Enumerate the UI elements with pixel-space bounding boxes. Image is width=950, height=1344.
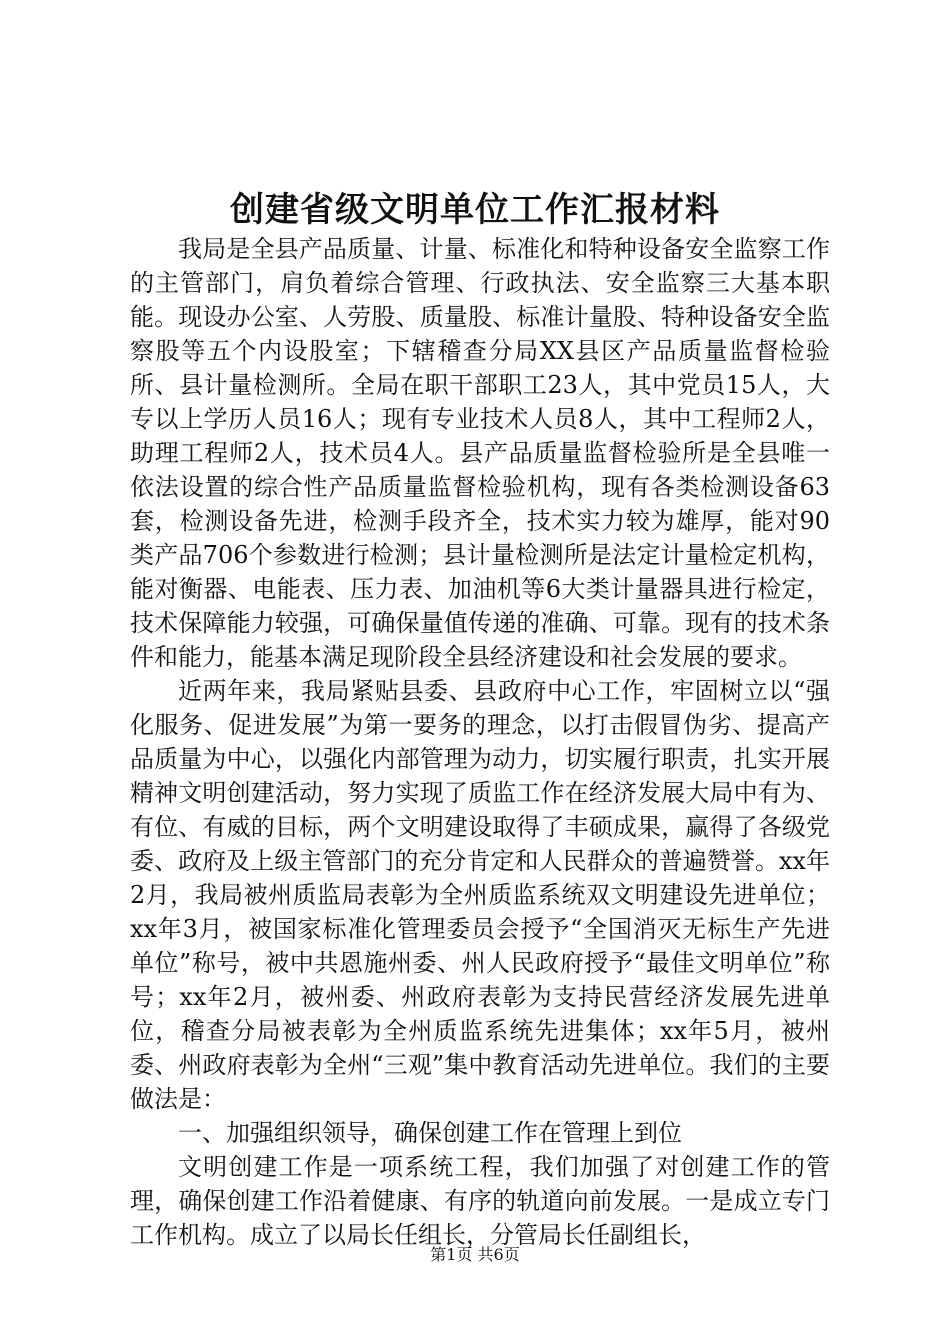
paragraph-intro: 我局是全县产品质量、计量、标准化和特种设备安全监察工作的主管部门，肩负着综合管理、行政执法、安全监察三大基本职能。现设办公室、人劳股、质量股、标准计量股、特种设备安全监察股等五个内设股室；下辖稽查分局XX县区产品质量监督检验所、县计量检测所。全局在职干部职工23人，其中党员15人，大专以上学历人员16人；现有专业技术人员8人，其中工程师2人，助理工程师2人，技术员4人。县产品质量监督检验所是全县唯一依法设置的综合性产品质量监督检验机构，现有各类检测设备63套，检测设备先进，检测手段齐全，技术实力较为雄厚，能对90类产品706个参数进行检测；县计量检测所是法定计量检定机构，能对衡器、电能表、压力表、加油机等6大类计量器具进行检定，技术保障能力较强，可确保量值传递的准确、可靠。现有的技术条件和能力，能基本满足现阶段全县经济建设和社会发展的要求。: [130, 235, 830, 671]
section-heading-1: 一、加强组织领导，确保创建工作在管理上到位: [178, 1119, 682, 1147]
page-number-footer: 第1页 共6页: [430, 1245, 520, 1264]
paragraph-achievements: 近两年来，我局紧贴县委、县政府中心工作，牢固树立以“强化服务、促进发展”为第一要务的理念，以打击假冒伪劣、提高产品质量为中心，以强化内部管理为动力，切实履行职责，扎实开展精神文明创建活动，努力实现了质监工作在经济发展大局中有为、有位、有威的目标，两个文明建设取得了丰硕成果，赢得了各级党委、政府及上级主管部门的充分肯定和人民群众的普遍赞誉。xx年2月，我局被州质监局表彰为全州质监系统双文明建设先进单位；xx年3月，被国家标准化管理委员会授予“全国消灭无标生产先进单位”称号，被中共恩施州委、州人民政府授予“最佳文明单位”称号；xx年2月，被州委、州政府表彰为支持民营经济发展先进单位，稽查分局被表彰为全州质监系统先进集体；xx年5月，被州委、州政府表彰为全州“三观”集中教育活动先进单位。我们的主要做法是：: [130, 677, 830, 1113]
paragraph-section-1: 文明创建工作是一项系统工程，我们加强了对创建工作的管理，确保创建工作沿着健康、有序的轨道向前发展。一是成立专门工作机构。成立了以局长任组长，分管局长任副组长，: [130, 1153, 830, 1249]
document-body: [130, 232, 830, 1252]
document-title: 创建省级文明单位工作汇报材料: [230, 190, 720, 230]
